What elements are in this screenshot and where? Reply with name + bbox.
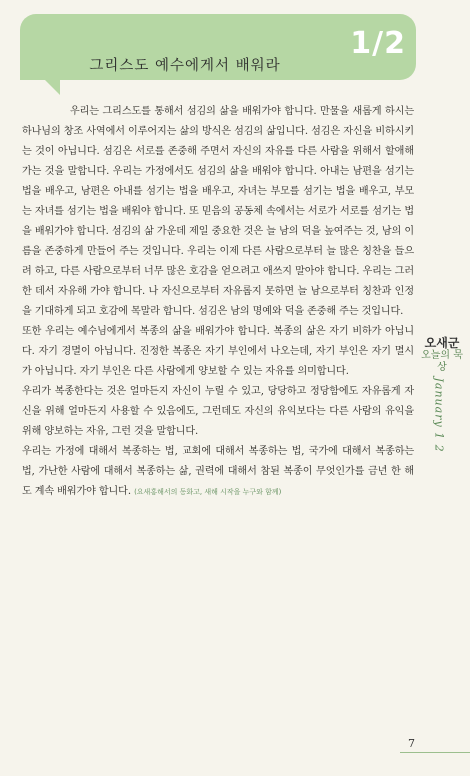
paragraph-3: 우리가 복종한다는 것은 얼마든지 자신이 누릴 수 있고, 당당하고 정당함에도 자유롭게 자신을 위해 얼마든지 사용할 수 있음에도, 그런데도 자신의 유익보다는 다른 사람의 유익을 위해 양보하는 자유, 그런 것을 말합니다. bbox=[22, 386, 414, 437]
page-number: 7 bbox=[408, 737, 415, 750]
day-number: 1/2 bbox=[350, 26, 406, 61]
source-citation: (요새홍해서의 동화고, 새해 시작을 누구와 함께) bbox=[134, 488, 282, 496]
page-title: 그리스도 예수에게서 배워라 bbox=[89, 58, 281, 74]
side-logo bbox=[420, 336, 464, 374]
body-text bbox=[22, 102, 414, 502]
side-month-label bbox=[428, 377, 450, 490]
month-text: January 1 2 bbox=[432, 377, 446, 453]
paragraph-1: 우리는 그리스도를 통해서 섬김의 삶을 배워가야 합니다. 만물을 새롭게 하시는 하나님의 창조 사역에서 이루어지는 삶의 방식은 섬김의 삶입니다. 섬김은 자신을 비하시키는 것이 아닙니다. 섬김은 서로를 존중해 주면서 자신의 자유를 다른 사람을 위해서 할애해 가는 것을 말합니다. 우리는 가정에서도 섬김의 삶을 배워야 합니다. 아내는 남편을 섬기는 법을 배우고, 남편은 아내를 섬기는 법을 배우고, 자녀는 부모를 섬기는 법을 배우고, 부모는 자녀를 섬기는 법을 배워야 합니다. 또 믿음의 공동체 속에서는 서로가 서로를 섬기는 법을 배워가야 합니다. 섬김의 삶 가운데 제일 중요한 것은 늘 남의 덕을 높여주는 것, 남의 이름을 존중하게 만들어 주는 것입니다. 우리는 이제 다른 사람으로부터 늘 많은 칭찬을 들으려 하고, 다른 사람으로부터 너무 많은 호감을 얻으려고 애쓰지 말아야 합니다. 우리는 그러한 데서 자유해 가야 합니다. 나 자신으로부터 자유롭지 못하면 늘 남으로부터 칭찬과 인정을 기대하게 되고 호감에 목말라 합니다. 섬김은 남의 명예와 덕을 존중해 주는 것입니다. bbox=[22, 106, 414, 317]
footer-rule bbox=[400, 752, 470, 753]
paragraph-4 bbox=[22, 442, 414, 502]
side-logo-title: 오새군 bbox=[424, 336, 460, 350]
paragraph-2: 또한 우리는 예수님에게서 복종의 삶을 배워가야 합니다. 복종의 삶은 자기 비하가 아닙니다. 자기 경멸이 아닙니다. 진정한 복종은 자기 부인에서 나오는데, 자기 부인은 자기 멸시가 아닙니다. 자기 부인은 다른 사람에게 양보할 수 있는 자유를 의미합니다. bbox=[22, 326, 414, 377]
header-banner bbox=[20, 14, 416, 80]
banner-tail-shape bbox=[44, 79, 60, 95]
paragraph-4-text: 우리는 가정에 대해서 복종하는 법, 교회에 대해서 복종하는 법, 국가에 대해서 복종하는 법, 가난한 사람에 대해서 복종하는 삶, 권력에 대해서 참된 복종이 무엇인가를 금년 한 해도 계속 배워가야 합니다. bbox=[22, 446, 414, 497]
side-logo-subtitle: 오늘의 묵상 bbox=[421, 350, 463, 373]
